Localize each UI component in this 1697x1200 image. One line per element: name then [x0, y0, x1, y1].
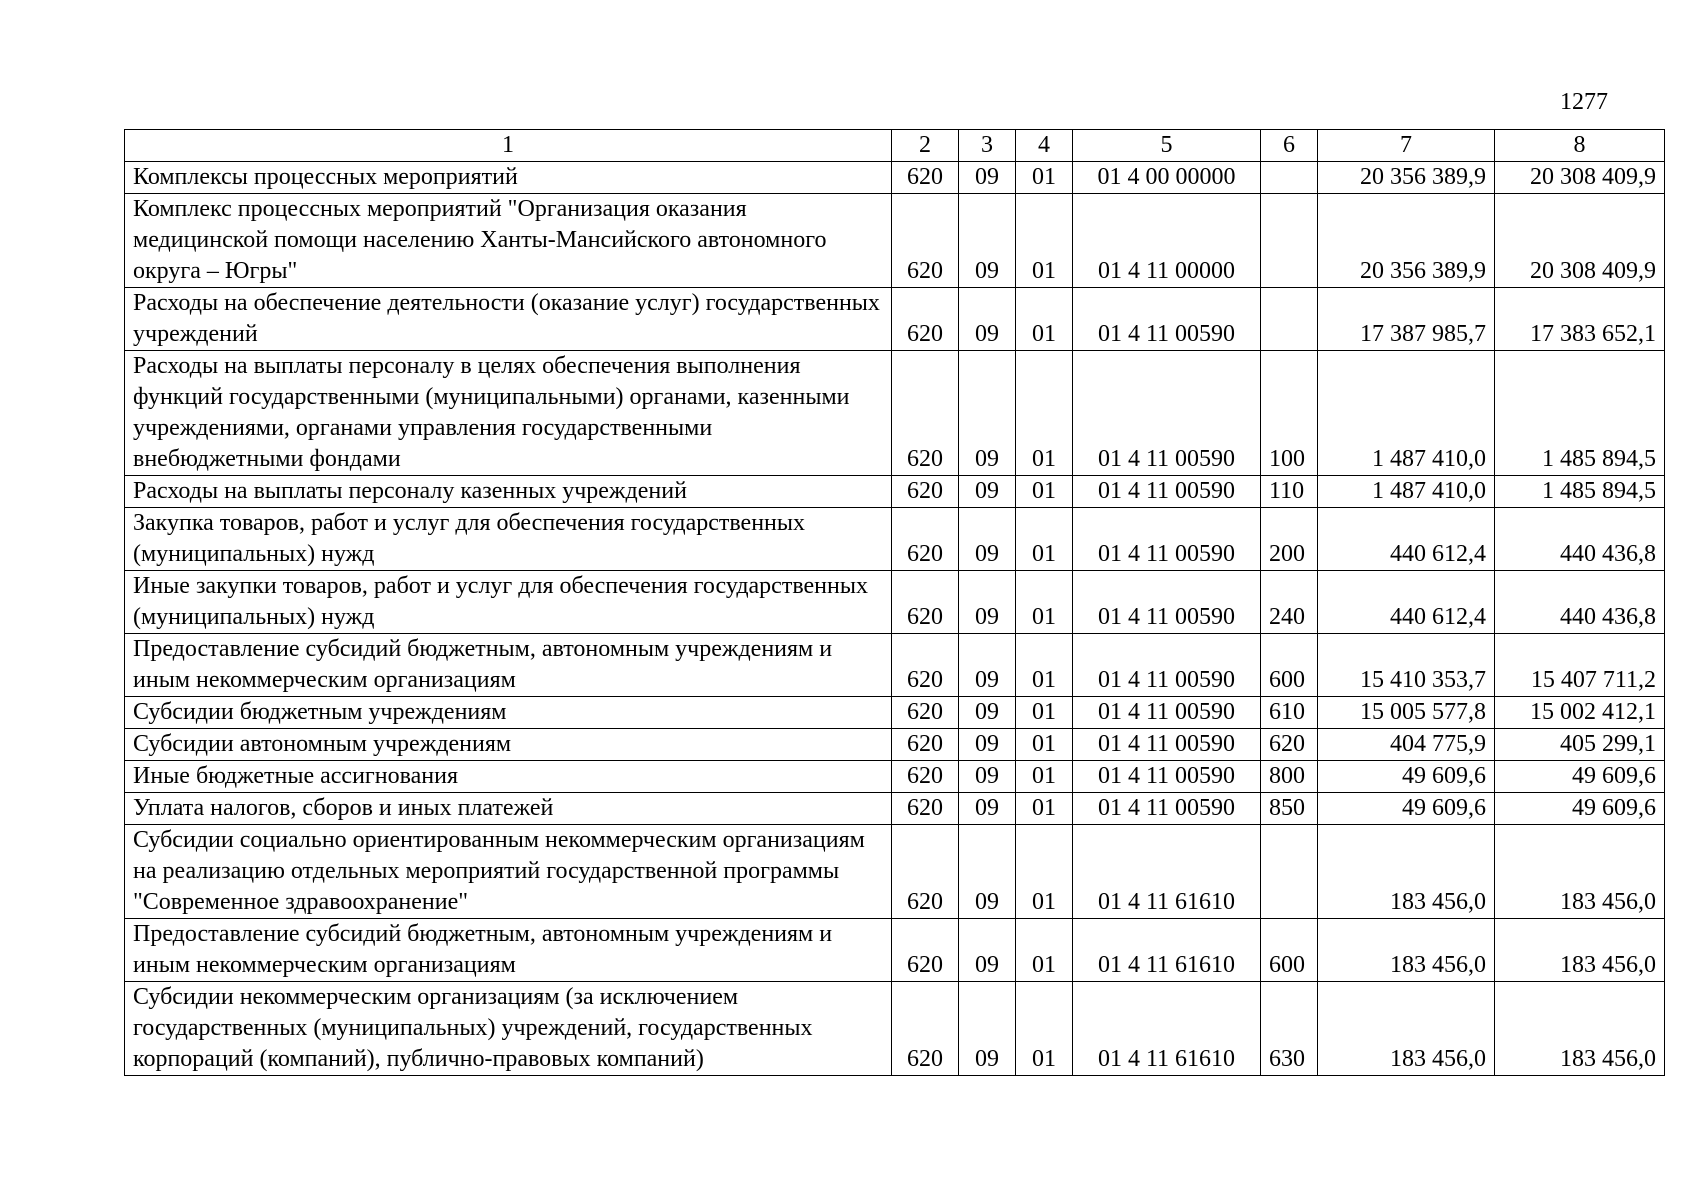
cell-subsection: 01 — [1016, 793, 1073, 825]
cell-section: 09 — [959, 351, 1016, 476]
cell-amount-1: 49 609,6 — [1318, 761, 1495, 793]
cell-target-article: 01 4 11 00590 — [1073, 793, 1261, 825]
cell-section: 09 — [959, 729, 1016, 761]
cell-subsection: 01 — [1016, 919, 1073, 982]
cell-amount-2: 440 436,8 — [1495, 571, 1665, 634]
cell-expense-type: 620 — [1261, 729, 1318, 761]
cell-grbs: 620 — [892, 351, 959, 476]
cell-amount-2: 183 456,0 — [1495, 982, 1665, 1076]
cell-section: 09 — [959, 508, 1016, 571]
table-row — [125, 919, 1665, 982]
cell-grbs: 620 — [892, 571, 959, 634]
cell-amount-1: 20 356 389,9 — [1318, 162, 1495, 194]
cell-expense-type: 610 — [1261, 697, 1318, 729]
cell-amount-2: 20 308 409,9 — [1495, 194, 1665, 288]
cell-name: Расходы на выплаты персоналу казенных учреждений — [125, 476, 892, 508]
cell-subsection: 01 — [1016, 825, 1073, 919]
table-row — [125, 697, 1665, 729]
cell-subsection: 01 — [1016, 982, 1073, 1076]
cell-subsection: 01 — [1016, 194, 1073, 288]
cell-target-article: 01 4 11 00590 — [1073, 634, 1261, 697]
cell-expense-type: 800 — [1261, 761, 1318, 793]
cell-name: Иные закупки товаров, работ и услуг для обеспечения государственных (муниципальных) нужд — [125, 571, 892, 634]
cell-section: 09 — [959, 476, 1016, 508]
cell-target-article: 01 4 11 00590 — [1073, 476, 1261, 508]
table-row — [125, 793, 1665, 825]
cell-section: 09 — [959, 634, 1016, 697]
cell-expense-type — [1261, 162, 1318, 194]
table-row — [125, 729, 1665, 761]
cell-amount-1: 1 487 410,0 — [1318, 351, 1495, 476]
cell-amount-2: 405 299,1 — [1495, 729, 1665, 761]
cell-expense-type: 200 — [1261, 508, 1318, 571]
table-row — [125, 508, 1665, 571]
cell-amount-2: 1 485 894,5 — [1495, 351, 1665, 476]
header-cell: 7 — [1318, 130, 1495, 162]
cell-expense-type: 100 — [1261, 351, 1318, 476]
table-row — [125, 476, 1665, 508]
cell-amount-1: 183 456,0 — [1318, 982, 1495, 1076]
cell-name: Предоставление субсидий бюджетным, автономным учреждениям и иным некоммерческим организациям — [125, 919, 892, 982]
cell-section: 09 — [959, 288, 1016, 351]
cell-amount-1: 20 356 389,9 — [1318, 194, 1495, 288]
cell-subsection: 01 — [1016, 162, 1073, 194]
cell-amount-2: 440 436,8 — [1495, 508, 1665, 571]
cell-amount-2: 15 002 412,1 — [1495, 697, 1665, 729]
cell-subsection: 01 — [1016, 571, 1073, 634]
cell-target-article: 01 4 11 00590 — [1073, 761, 1261, 793]
cell-target-article: 01 4 11 00590 — [1073, 571, 1261, 634]
cell-amount-2: 20 308 409,9 — [1495, 162, 1665, 194]
cell-section: 09 — [959, 761, 1016, 793]
cell-section: 09 — [959, 825, 1016, 919]
cell-target-article: 01 4 11 00590 — [1073, 351, 1261, 476]
header-cell: 5 — [1073, 130, 1261, 162]
cell-amount-1: 1 487 410,0 — [1318, 476, 1495, 508]
cell-grbs: 620 — [892, 982, 959, 1076]
cell-grbs: 620 — [892, 697, 959, 729]
table-row — [125, 351, 1665, 476]
cell-amount-1: 15 005 577,8 — [1318, 697, 1495, 729]
cell-subsection: 01 — [1016, 476, 1073, 508]
cell-subsection: 01 — [1016, 508, 1073, 571]
cell-name: Комплексы процессных мероприятий — [125, 162, 892, 194]
header-cell: 3 — [959, 130, 1016, 162]
cell-amount-2: 49 609,6 — [1495, 761, 1665, 793]
cell-amount-1: 404 775,9 — [1318, 729, 1495, 761]
cell-expense-type: 630 — [1261, 982, 1318, 1076]
cell-target-article: 01 4 00 00000 — [1073, 162, 1261, 194]
cell-subsection: 01 — [1016, 288, 1073, 351]
cell-amount-1: 440 612,4 — [1318, 571, 1495, 634]
cell-target-article: 01 4 11 61610 — [1073, 825, 1261, 919]
cell-grbs: 620 — [892, 476, 959, 508]
cell-amount-2: 1 485 894,5 — [1495, 476, 1665, 508]
cell-amount-1: 183 456,0 — [1318, 825, 1495, 919]
cell-expense-type — [1261, 288, 1318, 351]
cell-section: 09 — [959, 982, 1016, 1076]
cell-grbs: 620 — [892, 634, 959, 697]
table-body — [125, 162, 1665, 1076]
cell-target-article: 01 4 11 61610 — [1073, 919, 1261, 982]
header-cell: 4 — [1016, 130, 1073, 162]
cell-grbs: 620 — [892, 793, 959, 825]
cell-subsection: 01 — [1016, 697, 1073, 729]
cell-grbs: 620 — [892, 729, 959, 761]
table-row — [125, 288, 1665, 351]
cell-name: Расходы на выплаты персоналу в целях обеспечения выполнения функций государственными (муниципальными) органами, казенными учреждениями, органами управления государственными внебюджетными фондами — [125, 351, 892, 476]
cell-name: Субсидии социально ориентированным некоммерческим организациям на реализацию отдельных мероприятий государственной программы "Современное здравоохранение" — [125, 825, 892, 919]
table-row — [125, 571, 1665, 634]
cell-target-article: 01 4 11 00590 — [1073, 697, 1261, 729]
cell-grbs: 620 — [892, 825, 959, 919]
cell-section: 09 — [959, 697, 1016, 729]
table-header-row — [125, 130, 1665, 162]
cell-target-article: 01 4 11 00590 — [1073, 729, 1261, 761]
cell-subsection: 01 — [1016, 351, 1073, 476]
cell-grbs: 620 — [892, 288, 959, 351]
table-row — [125, 162, 1665, 194]
cell-expense-type: 600 — [1261, 634, 1318, 697]
cell-expense-type — [1261, 825, 1318, 919]
cell-name: Субсидии автономным учреждениям — [125, 729, 892, 761]
header-cell: 6 — [1261, 130, 1318, 162]
cell-amount-2: 15 407 711,2 — [1495, 634, 1665, 697]
cell-amount-1: 15 410 353,7 — [1318, 634, 1495, 697]
cell-expense-type: 600 — [1261, 919, 1318, 982]
cell-name: Комплекс процессных мероприятий "Организация оказания медицинской помощи населению Ханты-Мансийского автономного округа – Югры" — [125, 194, 892, 288]
header-cell: 1 — [125, 130, 892, 162]
cell-name: Закупка товаров, работ и услуг для обеспечения государственных (муниципальных) нужд — [125, 508, 892, 571]
cell-section: 09 — [959, 194, 1016, 288]
cell-amount-2: 183 456,0 — [1495, 919, 1665, 982]
cell-amount-1: 17 387 985,7 — [1318, 288, 1495, 351]
cell-name: Предоставление субсидий бюджетным, автономным учреждениям и иным некоммерческим организациям — [125, 634, 892, 697]
cell-grbs: 620 — [892, 919, 959, 982]
cell-amount-1: 440 612,4 — [1318, 508, 1495, 571]
cell-subsection: 01 — [1016, 634, 1073, 697]
cell-name: Субсидии бюджетным учреждениям — [125, 697, 892, 729]
cell-name: Расходы на обеспечение деятельности (оказание услуг) государственных учреждений — [125, 288, 892, 351]
cell-expense-type: 850 — [1261, 793, 1318, 825]
cell-name: Иные бюджетные ассигнования — [125, 761, 892, 793]
header-cell: 8 — [1495, 130, 1665, 162]
cell-amount-2: 17 383 652,1 — [1495, 288, 1665, 351]
cell-target-article: 01 4 11 00590 — [1073, 508, 1261, 571]
table-row — [125, 982, 1665, 1076]
cell-expense-type — [1261, 194, 1318, 288]
cell-target-article: 01 4 11 00000 — [1073, 194, 1261, 288]
cell-target-article: 01 4 11 00590 — [1073, 288, 1261, 351]
header-cell: 2 — [892, 130, 959, 162]
table-row — [125, 634, 1665, 697]
cell-expense-type: 110 — [1261, 476, 1318, 508]
cell-section: 09 — [959, 919, 1016, 982]
table-row — [125, 194, 1665, 288]
cell-name: Уплата налогов, сборов и иных платежей — [125, 793, 892, 825]
cell-section: 09 — [959, 793, 1016, 825]
cell-target-article: 01 4 11 61610 — [1073, 982, 1261, 1076]
cell-amount-1: 49 609,6 — [1318, 793, 1495, 825]
cell-section: 09 — [959, 571, 1016, 634]
cell-grbs: 620 — [892, 761, 959, 793]
cell-subsection: 01 — [1016, 761, 1073, 793]
cell-grbs: 620 — [892, 508, 959, 571]
cell-grbs: 620 — [892, 194, 959, 288]
budget-table — [124, 129, 1665, 1076]
cell-subsection: 01 — [1016, 729, 1073, 761]
cell-section: 09 — [959, 162, 1016, 194]
table-row — [125, 825, 1665, 919]
cell-grbs: 620 — [892, 162, 959, 194]
cell-amount-2: 49 609,6 — [1495, 793, 1665, 825]
page-number: 1277 — [1560, 89, 1608, 115]
cell-amount-1: 183 456,0 — [1318, 919, 1495, 982]
cell-amount-2: 183 456,0 — [1495, 825, 1665, 919]
cell-expense-type: 240 — [1261, 571, 1318, 634]
cell-name: Субсидии некоммерческим организациям (за исключением государственных (муниципальных) учреждений, государственных корпораций (компаний), публично-правовых компаний) — [125, 982, 892, 1076]
table-row — [125, 761, 1665, 793]
